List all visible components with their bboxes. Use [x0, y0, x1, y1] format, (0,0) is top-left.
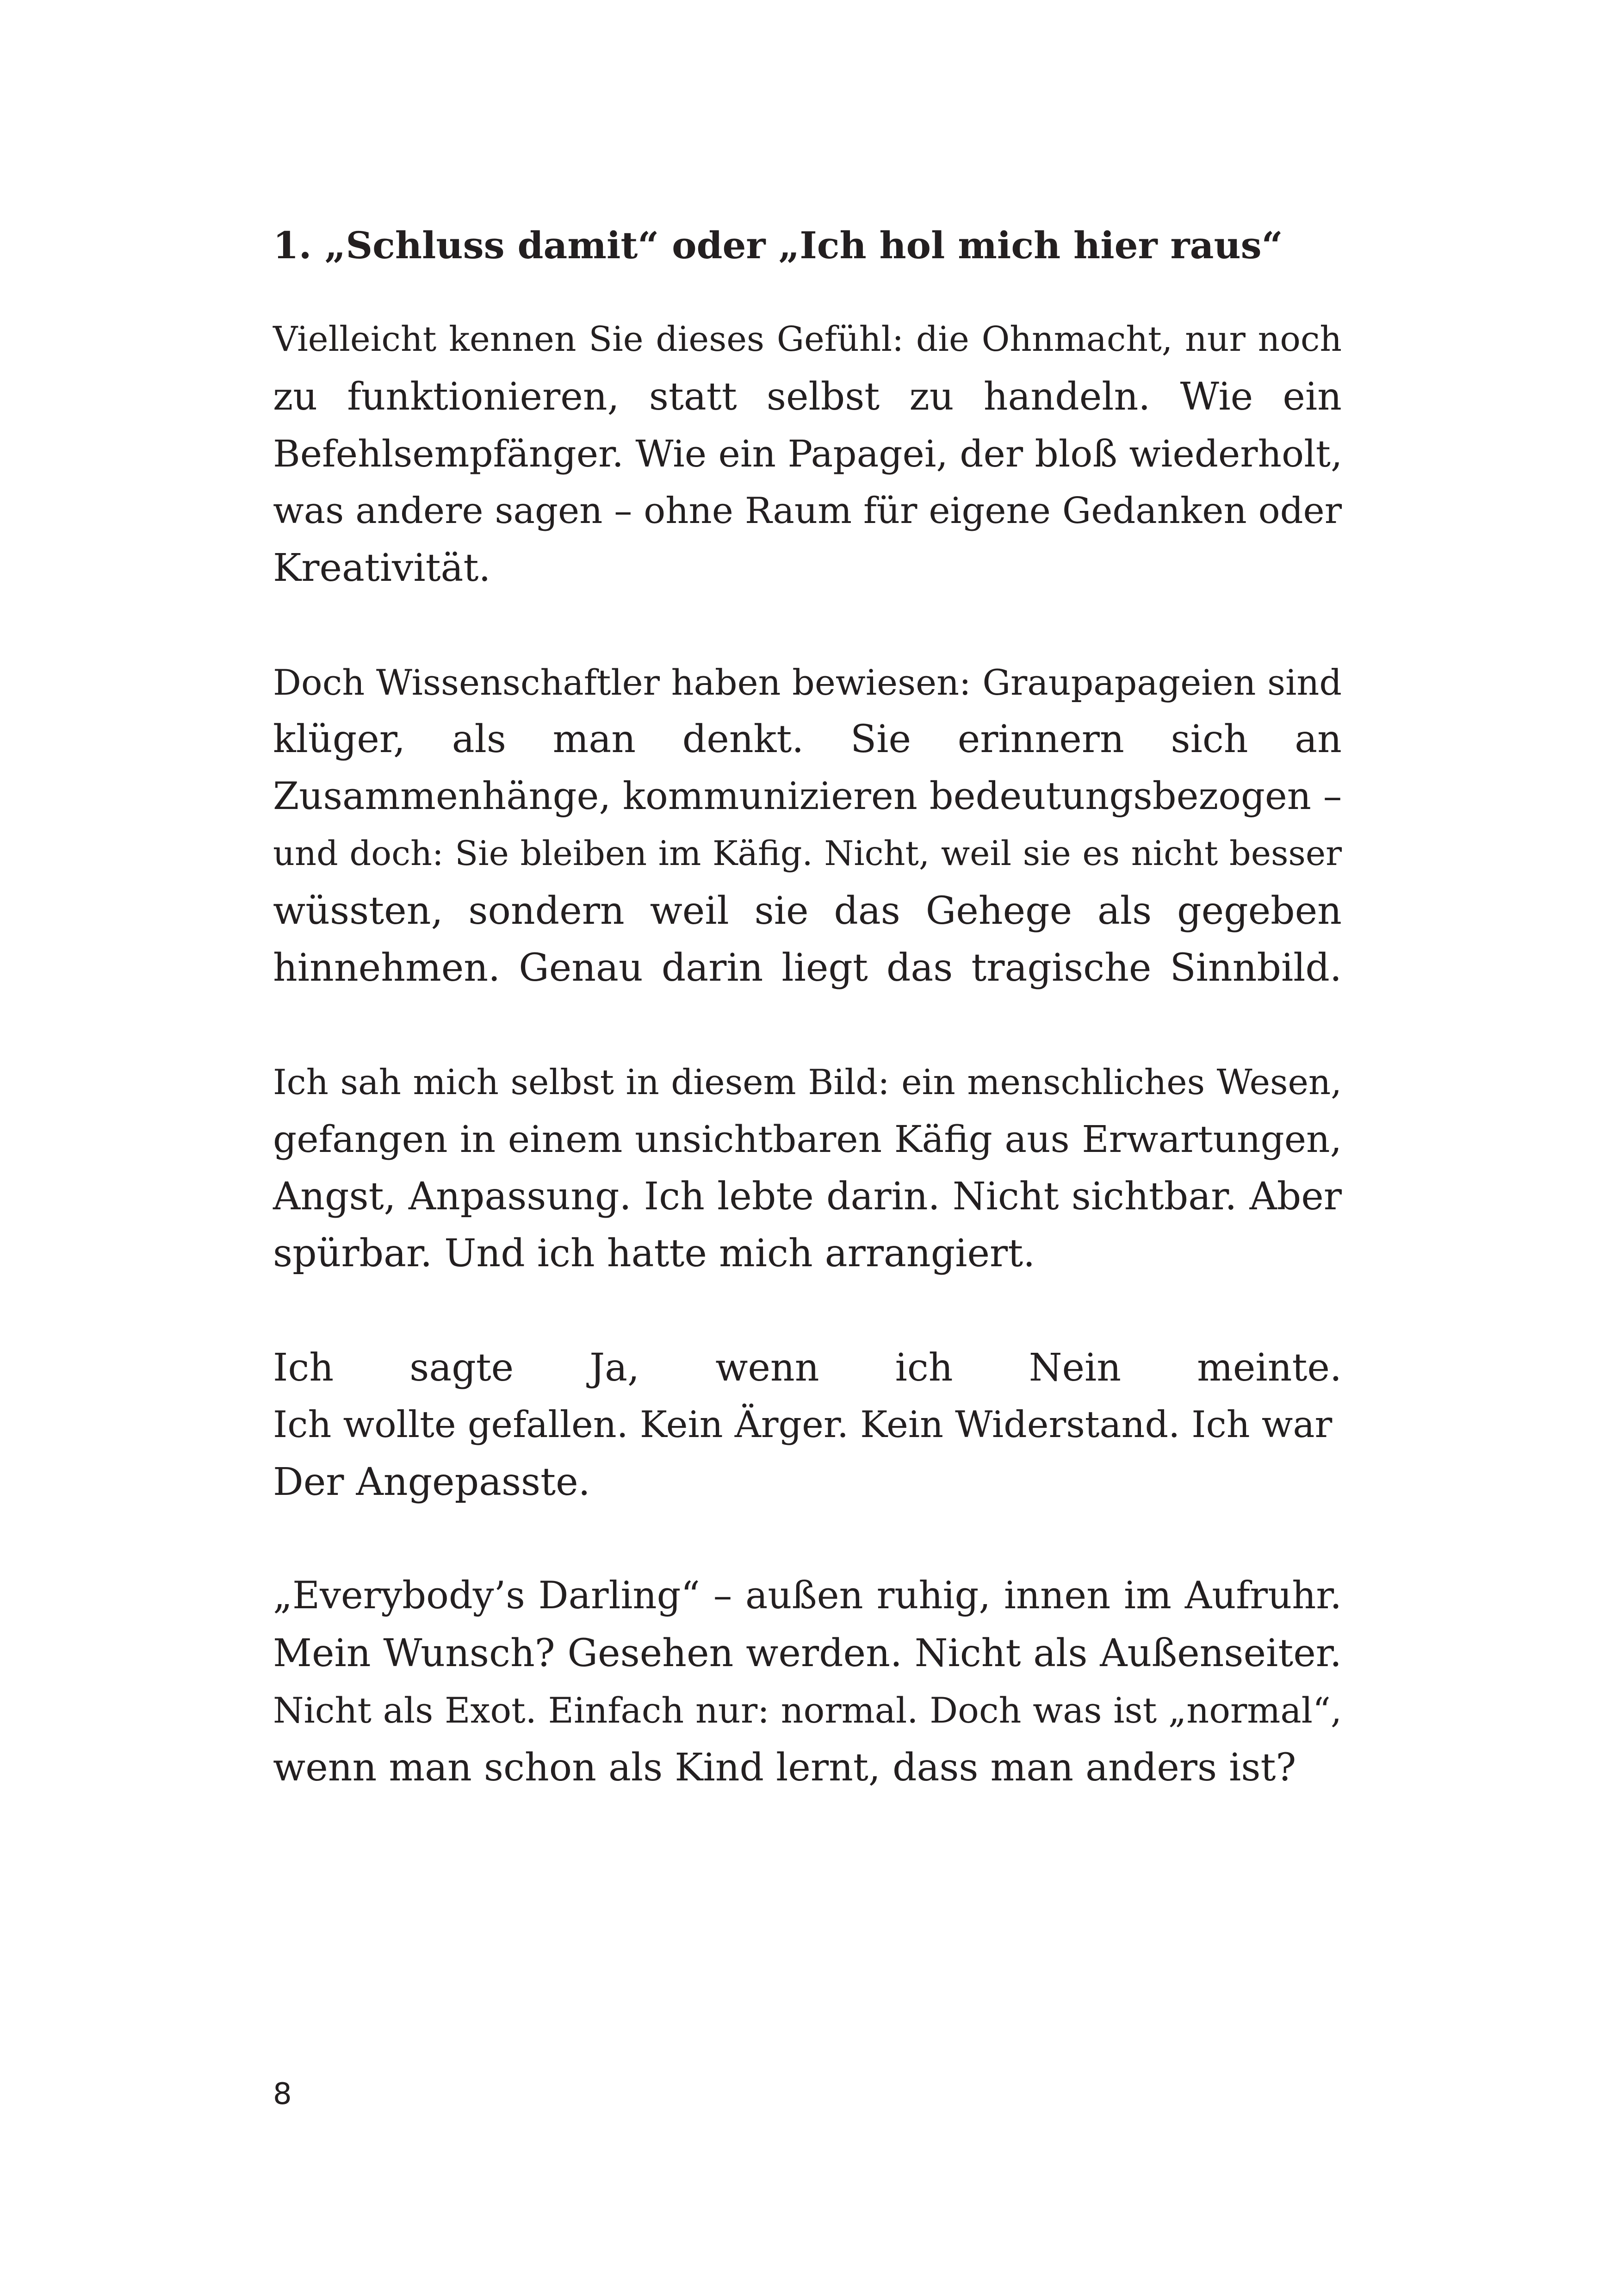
page-number: 8: [273, 2077, 292, 2111]
text-line: was andere sagen – ohne Raum für eigene Gedanken oder: [273, 490, 1342, 532]
paragraph-graupapageien: [273, 654, 1342, 997]
text-line: Vielleicht kennen Sie dieses Gefühl: die Ohnmacht, nur noch: [273, 319, 1342, 359]
text-line: gefangen in einem unsichtbaren Käfig aus Erwartungen,: [273, 1118, 1342, 1161]
text-line: zu funktionieren, statt selbst zu handeln. Wie ein: [273, 374, 1342, 419]
text-line: Zusammenhänge, kommunizieren bedeutungsbezogen –: [273, 774, 1342, 818]
text-line: Befehlsempfänger. Wie ein Papagei, der bloß wiederholt,: [273, 432, 1343, 475]
text-line: Ich wollte gefallen. Kein Ärger. Kein Widerstand. Ich war: [273, 1403, 1333, 1446]
text-line: Nicht als Exot. Einfach nur: normal. Doch was ist „normal“,: [273, 1690, 1342, 1731]
text-line: „Everybody’s Darling“ – außen ruhig, innen im Aufruhr.: [273, 1574, 1342, 1618]
text-line: Kreativität.: [273, 546, 491, 590]
paragraph-everybodys-darling: [273, 1568, 1342, 1796]
text-line: und doch: Sie bleiben im Käfig. Nicht, weil sie es nicht besser: [273, 834, 1342, 873]
text-line: hinnehmen. Genau darin liegt das tragische Sinnbild.: [273, 946, 1342, 990]
text-line: wenn man schon als Kind lernt, dass man anders ist?: [273, 1745, 1296, 1790]
paragraph-angepasst: [273, 1339, 1342, 1511]
text-line: Der Angepasste.: [273, 1460, 590, 1504]
paragraph-ohnmacht: [273, 311, 1342, 597]
text-line: klüger, als man denkt. Sie erinnern sich an: [273, 717, 1342, 761]
text-line: Ich sah mich selbst in diesem Bild: ein menschliches Wesen,: [273, 1061, 1342, 1102]
chapter-heading: 1. „Schluss damit“ oder „Ich hol mich hier raus“: [273, 224, 1283, 267]
text-line: Angst, Anpassung. Ich lebte darin. Nicht sichtbar. Aber: [273, 1174, 1342, 1219]
text-line: Mein Wunsch? Gesehen werden. Nicht als Außenseiter.: [273, 1631, 1342, 1675]
text-line: Doch Wissenschaftler haben bewiesen: Graupapageien sind: [273, 661, 1342, 703]
text-line: spürbar. Und ich hatte mich arrangiert.: [273, 1232, 1035, 1276]
text-line: Ich sagte Ja, wenn ich Nein meinte.: [273, 1345, 1342, 1390]
text-line: wüssten, sondern weil sie das Gehege als gegeben: [273, 889, 1342, 933]
text-block: [273, 218, 1342, 1796]
paragraph-kaefig: [273, 1054, 1342, 1282]
